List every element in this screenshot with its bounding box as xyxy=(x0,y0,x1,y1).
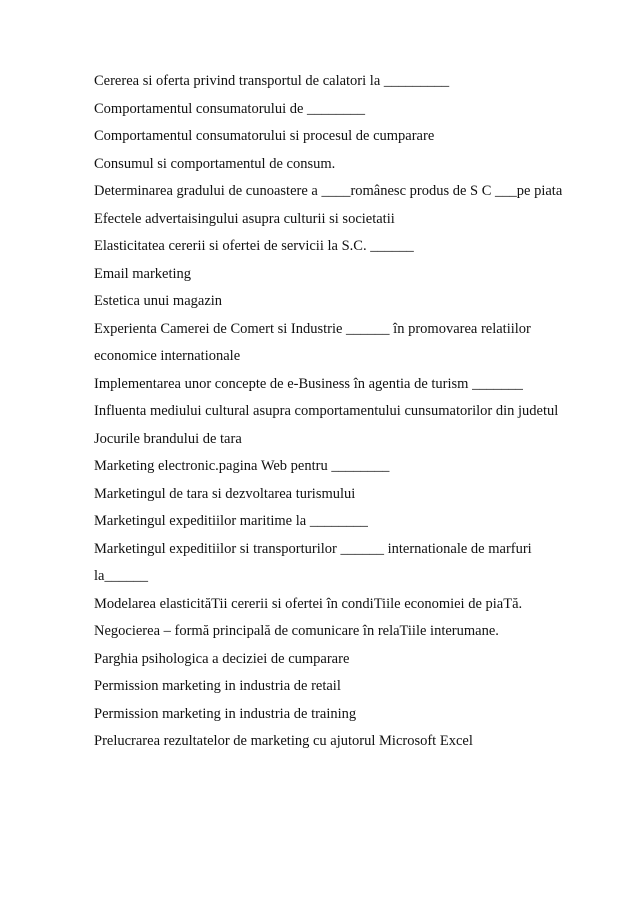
topic-line: Implementarea unor concepte de e-Business în agentia de turism _______ xyxy=(94,375,523,392)
topic-line: Marketingul expeditiilor maritime la ________ xyxy=(94,513,368,529)
topic-line: Negocierea – formă principală de comunicare în relaTiile interumane. xyxy=(94,623,499,639)
topic-line: la______ xyxy=(94,568,148,584)
topic-line: Marketingul expeditiilor si transporturilor ______ internationale de marfuri xyxy=(94,540,532,557)
topic-line: Influenta mediului cultural asupra comportamentului cunsumatorilor din judetul xyxy=(94,403,559,419)
topic-line: Cererea si oferta privind transportul de calatori la _________ xyxy=(94,73,450,89)
topic-line: Comportamentul consumatorului si procesul de cumparare xyxy=(94,128,435,144)
topic-line: Prelucrarea rezultatelor de marketing cu ajutorul Microsoft Excel xyxy=(94,733,473,749)
topic-line: Email marketing xyxy=(94,265,192,282)
topic-line: Permission marketing in industria de retail xyxy=(94,678,341,694)
topic-line: Elasticitatea cererii si ofertei de servicii la S.C. ______ xyxy=(94,238,414,254)
topic-line: Marketing electronic.pagina Web pentru ________ xyxy=(94,458,390,474)
topic-line: Parghia psihologica a deciziei de cumparare xyxy=(94,650,350,667)
topic-list xyxy=(94,72,564,760)
topic-line: Experienta Camerei de Comert si Industrie ______ în promovarea relatiilor xyxy=(94,320,531,337)
topic-line: Modelarea elasticităTii cererii si ofertei în condiTiile economiei de piaTă. xyxy=(94,595,523,612)
topic-line: Marketingul de tara si dezvoltarea turismului xyxy=(94,485,356,502)
topic-line: Consumul si comportamentul de consum. xyxy=(94,155,336,172)
topic-line: Determinarea gradului de cunoastere a ____românesc produs de S C ___pe piata xyxy=(94,183,563,199)
topic-line: Permission marketing in industria de training xyxy=(94,705,357,722)
topic-line: Efectele advertaisingului asupra culturii si societatii xyxy=(94,210,395,227)
topic-line: Comportamentul consumatorului de ________ xyxy=(94,100,366,117)
topic-line: Estetica unui magazin xyxy=(94,293,223,309)
topic-line: Jocurile brandului de tara xyxy=(94,430,242,447)
topic-line: economice internationale xyxy=(94,348,241,364)
